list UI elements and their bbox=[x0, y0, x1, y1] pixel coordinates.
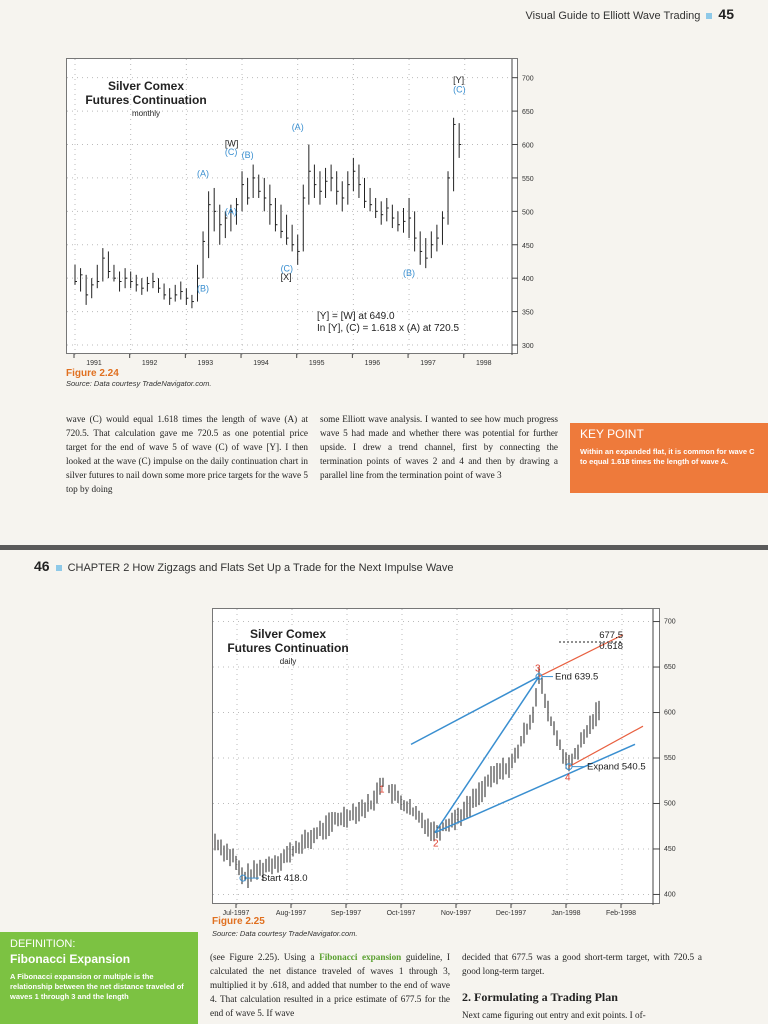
x-tick-label: Jul-1997 bbox=[222, 910, 250, 917]
wave-label: [X] bbox=[280, 272, 292, 283]
x-tick-label: 1994 bbox=[253, 360, 269, 367]
y-tick-label: 700 bbox=[522, 75, 534, 83]
y-tick-label: 400 bbox=[522, 276, 534, 284]
x-tick-label: 1991 bbox=[86, 360, 102, 367]
figure-source: Source: Data courtesy TradeNavigator.com. bbox=[212, 929, 358, 938]
monthly-chart bbox=[66, 58, 534, 354]
x-tick-label: Aug-1997 bbox=[275, 910, 307, 917]
x-tick-label: Nov-1997 bbox=[440, 910, 472, 917]
section-heading: 2. Formulating a Trading Plan bbox=[462, 990, 618, 1004]
y-tick-label: 550 bbox=[664, 755, 676, 762]
wave-label: (B) bbox=[197, 283, 210, 294]
key-point-text: Within an expanded flat, it is common for wave C to equal 1.618 times the length of wave A. bbox=[580, 447, 755, 466]
y-tick-label: 350 bbox=[522, 309, 534, 317]
x-tick-label: 1992 bbox=[141, 360, 158, 367]
wave-number: 3 bbox=[535, 663, 541, 675]
chart-title: Silver Comex Futures Continuation daily bbox=[227, 627, 349, 666]
channel-upper-line bbox=[411, 677, 539, 745]
wave-label: (C) bbox=[453, 84, 466, 95]
body-column-2b: Next came figuring out entry and exit points. I of- bbox=[462, 1010, 646, 1020]
x-tick-label: 1993 bbox=[197, 360, 214, 367]
x-axis bbox=[212, 904, 668, 918]
y-axis-labels bbox=[662, 608, 692, 908]
wave-number: 1 bbox=[379, 784, 385, 796]
glossary-link[interactable]: Fibonacci expansion bbox=[319, 952, 402, 962]
body-column-1: wave (C) would equal 1.618 times the length of wave (A) at 720.5. That calculation gave me 720.5 as one potential price target for the end of wave 5 of wave (C) of wave [Y]. I then looked at the wave (C) impulse on the daily continuation chart in silver futures to nail down some more price targets for the wave 5 top by doing bbox=[66, 414, 308, 494]
x-tick-label: 1996 bbox=[364, 360, 381, 367]
wave-number: 4 bbox=[565, 772, 571, 784]
y-tick-label: 600 bbox=[664, 709, 676, 717]
figure-label: Figure 2.25 bbox=[212, 916, 265, 927]
y-tick-label: 500 bbox=[664, 800, 676, 808]
page-number: 46 bbox=[34, 558, 50, 574]
x-tick-label: Dec-1997 bbox=[495, 910, 527, 917]
chart-annotation: [Y] = [W] at 649.0 In [Y], (C) = 1.618 x (A) at 720.5 bbox=[317, 311, 460, 334]
wave-label: (A) bbox=[224, 206, 237, 217]
x-tick-label: Jan-1998 bbox=[551, 910, 581, 917]
y-tick-label: 650 bbox=[664, 664, 676, 672]
wave-label: (B) bbox=[403, 268, 416, 279]
figure-label: Figure 2.24 bbox=[66, 368, 119, 379]
y-tick-label: 550 bbox=[522, 175, 534, 183]
x-tick-label: Feb-1998 bbox=[606, 910, 636, 917]
running-head: Visual Guide to Elliott Wave Trading 45 bbox=[525, 6, 734, 22]
y-tick-label: 450 bbox=[664, 845, 676, 853]
wave-label: [Y] bbox=[453, 75, 465, 86]
key-point-title: KEY POINT bbox=[580, 427, 644, 441]
x-tick-label: 1995 bbox=[308, 360, 325, 367]
wave-label: (B) bbox=[241, 149, 254, 160]
wave-number: 2 bbox=[433, 838, 439, 850]
y-tick-label: 500 bbox=[522, 209, 534, 217]
chart-title: Silver Comex Futures Continuation monthly bbox=[85, 79, 207, 118]
definition-box bbox=[0, 932, 198, 1024]
wave-label: (C) bbox=[280, 263, 294, 274]
body-column-2: some Elliott wave analysis. I wanted to see how much progress wave 5 had made and whether there was potential for further upside. I drew a trend channel, first by connecting the termination points of waves 2 and 4 and then by drawing a parallel line from the termination point of wave 3 bbox=[320, 414, 558, 480]
definition-heading: DEFINITION: bbox=[10, 938, 76, 950]
wave-label: (C) bbox=[224, 147, 238, 158]
x-tick-label: Sep-1997 bbox=[330, 910, 362, 917]
y-tick-label: 700 bbox=[664, 618, 676, 626]
wave-label: [W] bbox=[224, 138, 239, 149]
y-tick-label: 300 bbox=[522, 343, 534, 350]
ratio-label: 0.618 bbox=[599, 641, 623, 653]
end-label: End 639.5 bbox=[555, 671, 599, 683]
start-label: Start 418.0 bbox=[261, 873, 308, 885]
body-column-1: (see Figure 2.25). Using a Fibonacci expansion guideline, I calculated the net distance traveled of waves 1 through 3, multiplied it by .618, and added that number to the end of wave 4. That calculation resulted in a price estimate of 677.5 for the end of wave 5. If wave bbox=[210, 952, 450, 1018]
figure-source: Source: Data courtesy TradeNavigator.com. bbox=[66, 379, 212, 388]
definition-title: Fibonacci Expansion bbox=[10, 952, 131, 966]
y-tick-label: 650 bbox=[522, 109, 534, 117]
x-tick-label: 1998 bbox=[475, 360, 492, 367]
expand-label: Expand 540.5 bbox=[587, 761, 646, 773]
running-head: 46 CHAPTER 2 How Zigzags and Flats Set Up a Trade for the Next Impulse Wave bbox=[34, 558, 454, 574]
wave-label: (A) bbox=[197, 168, 210, 179]
daily-chart bbox=[212, 608, 660, 904]
x-tick-label: Oct-1997 bbox=[386, 910, 416, 917]
body-column-2: decided that 677.5 was a good short-term target, with 720.5 a good long-term target. bbox=[462, 952, 702, 976]
y-tick-label: 450 bbox=[522, 242, 534, 250]
wave-label: (A) bbox=[291, 121, 304, 132]
page-number: 45 bbox=[718, 6, 734, 22]
key-point-box bbox=[570, 423, 768, 493]
page-46 bbox=[0, 550, 768, 1024]
y-tick-label: 400 bbox=[664, 891, 676, 899]
x-tick-label: 1997 bbox=[420, 360, 436, 367]
y-tick-label: 600 bbox=[522, 142, 534, 150]
definition-text: A Fibonacci expansion or multiple is the relationship between the net distance traveled of waves 1 through 3 and the length bbox=[10, 972, 184, 1001]
target-label: 677.5 bbox=[599, 630, 623, 642]
x-axis bbox=[66, 354, 526, 368]
